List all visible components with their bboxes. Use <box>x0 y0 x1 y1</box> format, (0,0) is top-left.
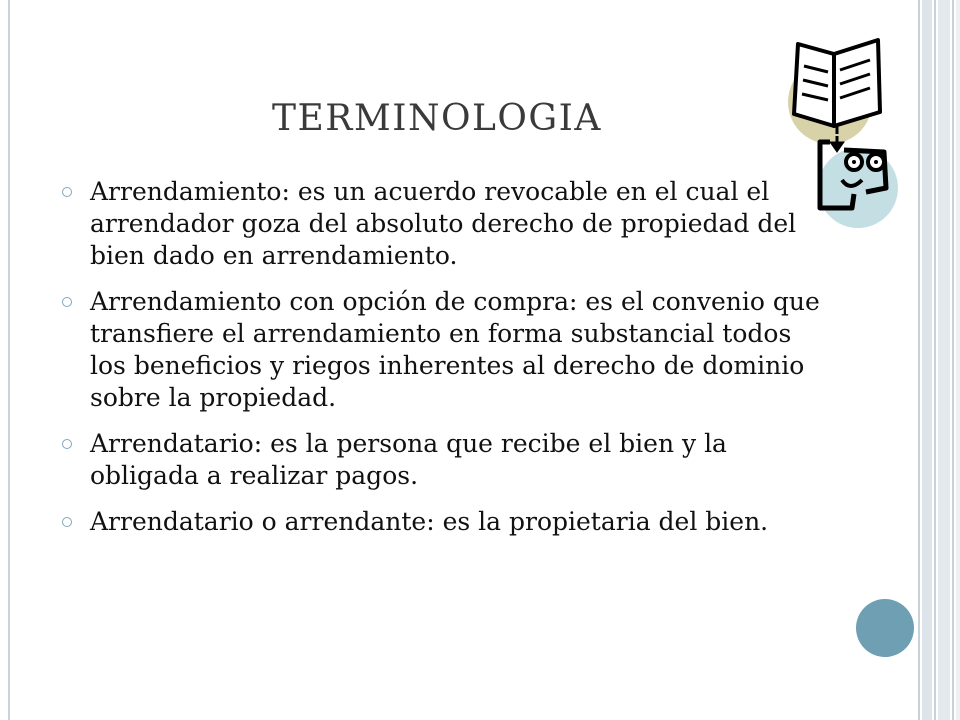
reading-clipart <box>780 30 910 230</box>
right-stripe <box>922 0 932 720</box>
bullet-text: Arrendamiento: es un acuerdo revocable en el cual el arrendador goza del absoluto derecho de propiedad del bien dado en arrendamiento. <box>90 177 797 270</box>
bullet-item <box>58 506 828 538</box>
book-icon <box>794 40 880 126</box>
bullet-circle-icon <box>62 187 72 197</box>
bullet-item <box>58 428 828 492</box>
bullet-text: Arrendatario o arrendante: es la propietaria del bien. <box>90 507 769 536</box>
bullet-item <box>58 286 828 414</box>
bullet-list <box>58 176 828 552</box>
right-stripe <box>934 0 936 720</box>
right-stripe <box>952 0 954 720</box>
bullet-circle-icon <box>62 297 72 307</box>
right-stripe <box>918 0 920 720</box>
bullet-circle-icon <box>62 517 72 527</box>
bullet-item <box>58 176 828 272</box>
left-border-line <box>8 0 10 720</box>
bullet-text: Arrendamiento con opción de compra: es el convenio que transfiere el arrendamiento en forma substancial todos los beneficios y riegos inherentes al derecho de dominio sobre la propiedad. <box>90 287 820 412</box>
right-stripe <box>938 0 950 720</box>
slide-title: TERMINOLOGIA <box>272 98 602 139</box>
right-stripe <box>956 0 960 720</box>
decorative-circle <box>856 599 914 657</box>
bullet-circle-icon <box>62 439 72 449</box>
bullet-text: Arrendatario: es la persona que recibe el bien y la obligada a realizar pagos. <box>90 429 727 490</box>
